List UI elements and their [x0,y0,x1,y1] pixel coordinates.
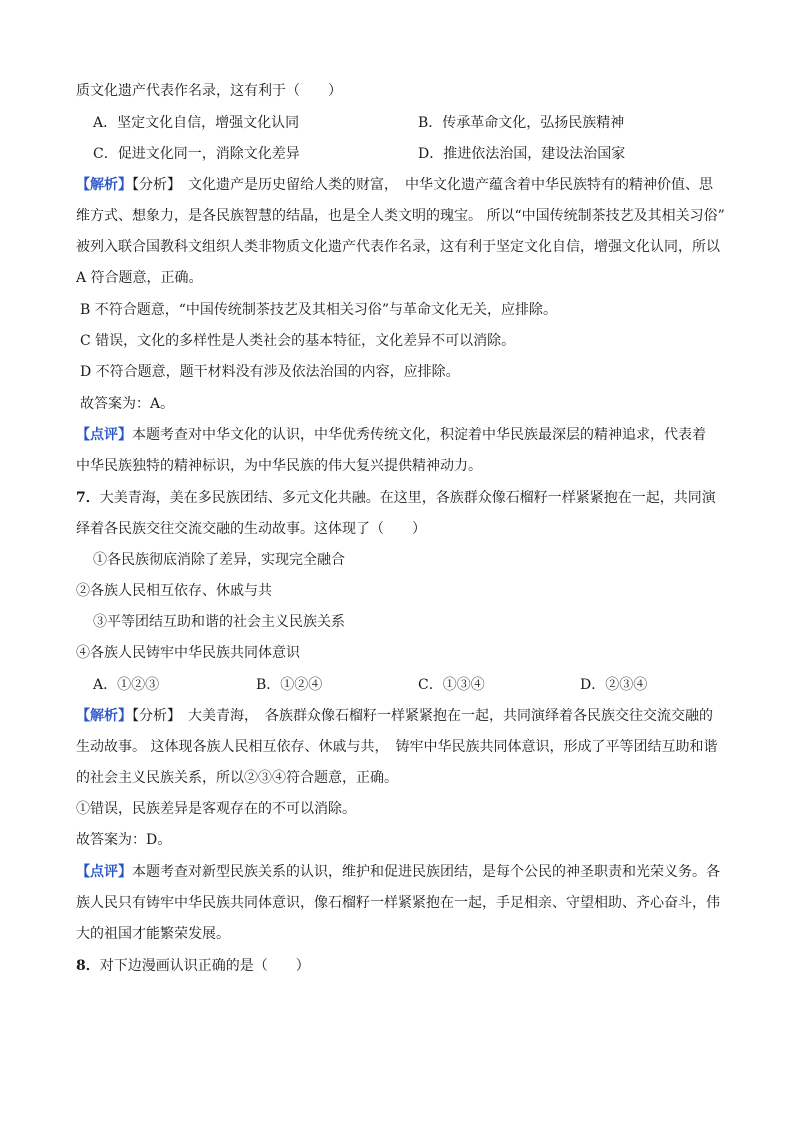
q7-item-1: ①各民族彻底消除了差异，实现完全融合 [93,552,345,568]
q6-option-c: C．促进文化同一，消除文化差异 [93,146,300,162]
q6-option-d: D．推进依法治国，建设法治国家 [418,146,626,162]
q7-answer: 故答案为：D。 [76,832,172,848]
q7-analysis-line-2: 生动故事。 这体现各族人民相互依存、休戚与共， 铸牢中华民族共同体意识，形成了平等团结互助和谐 [76,739,718,755]
q6-comment-line-2: 中华民族独特的精神标识，为中华民族的伟大复兴提供精神动力。 [76,458,482,474]
q6-analysis-b-note: B 不符合题意，“中国传统制茶技艺及其相关习俗”与革命文化无关，应排除。 [80,302,558,318]
q7-comment-line-1 [76,862,756,882]
q7-comment-line-2: 族人民只有铸牢中华民族共同体意识，像石榴籽一样紧紧抱在一起，手足相亲、守望相助、齐心奋斗，伟 [76,895,720,911]
q6-analysis-line-1 [76,175,756,195]
q7-comment-text-1: 本题考查对新型民族关系的认识，维护和促进民族团结，是每个公民的神圣职责和光荣义务。各 [132,864,720,880]
q7-analysis-line-4: ①错误，民族差异是客观存在的不可以消除。 [76,801,356,817]
q6-comment-line-1 [76,425,756,445]
q6-analysis-line-4: A 符合题意，正确。 [76,270,203,286]
q8-number: 8． [76,958,100,974]
q7-stem-line-1 [76,488,756,508]
q7-analysis-line-3: 的社会主义民族关系，所以②③④符合题意，正确。 [76,770,398,786]
q6-analysis-text-1: 【分析】 文化遗产是历史留给人类的财富， 中华文化遗产蕴含着中华民族特有的精神价值、思 [132,177,713,193]
comment-tag: 【点评】 [76,864,132,880]
q7-comment-line-3: 大的祖国才能繁荣发展。 [76,926,230,942]
q7-analysis-text-1: 【分析】 大美青海， 各族群众像石榴籽一样紧紧抱在一起，共同演绎着各民族交往交流交融的 [132,708,713,724]
q6-comment-text-1: 本题考查对中华文化的认识，中华优秀传统文化，积淀着中华民族最深层的精神追求，代表着 [132,427,706,443]
q6-analysis-c-note: C 错误，文化的多样性是人类社会的基本特征，文化差异不可以消除。 [80,333,516,349]
q6-analysis-line-3: 被列入联合国教科文组织人类非物质文化遗产代表作名录，这有利于坚定文化自信，增强文化认同，所以 [76,239,720,255]
q7-stem-line-2: 绎着各民族交往交流交融的生动故事。这体现了（ ） [76,521,426,537]
q7-number: 7． [76,490,100,506]
q7-option-a: A．①②③ [93,677,160,693]
q8-stem-line [76,956,756,976]
q7-option-b: B．①②④ [256,677,323,693]
q8-stem-text: 对下边漫画认识正确的是（ ） [99,958,310,974]
q6-option-b: B．传承革命文化，弘扬民族精神 [418,115,625,131]
q7-item-4: ④各族人民铸牢中华民族共同体意识 [76,645,300,661]
q7-option-d: D．②③④ [580,677,648,693]
q7-item-3: ③平等团结互助和谐的社会主义民族关系 [93,614,345,630]
analysis-tag: 【解析】 [76,708,132,724]
q6-answer: 故答案为：A。 [80,396,175,412]
q7-option-c: C．①③④ [418,677,485,693]
q6-analysis-d-note: D 不符合题意，题干材料没有涉及依法治国的内容，应排除。 [80,364,460,380]
q6-option-a: A．坚定文化自信，增强文化认同 [93,115,300,131]
q7-analysis-line-1 [76,706,756,726]
q7-stem-text-1: 大美青海，美在多民族团结、多元文化共融。在这里，各族群众像石榴籽一样紧紧抱在一起，共同演 [99,490,716,506]
q6-stem-tail: 质文化遗产代表作名录，这有利于（ ） [76,83,342,99]
q6-analysis-line-2: 维方式、想象力，是各民族智慧的结晶，也是全人类文明的瑰宝。 所以“中国传统制茶技艺及其相关习俗” [76,208,725,224]
analysis-tag: 【解析】 [76,177,132,193]
comment-tag: 【点评】 [76,427,132,443]
q7-item-2: ②各族人民相互依存、休戚与共 [76,583,272,599]
